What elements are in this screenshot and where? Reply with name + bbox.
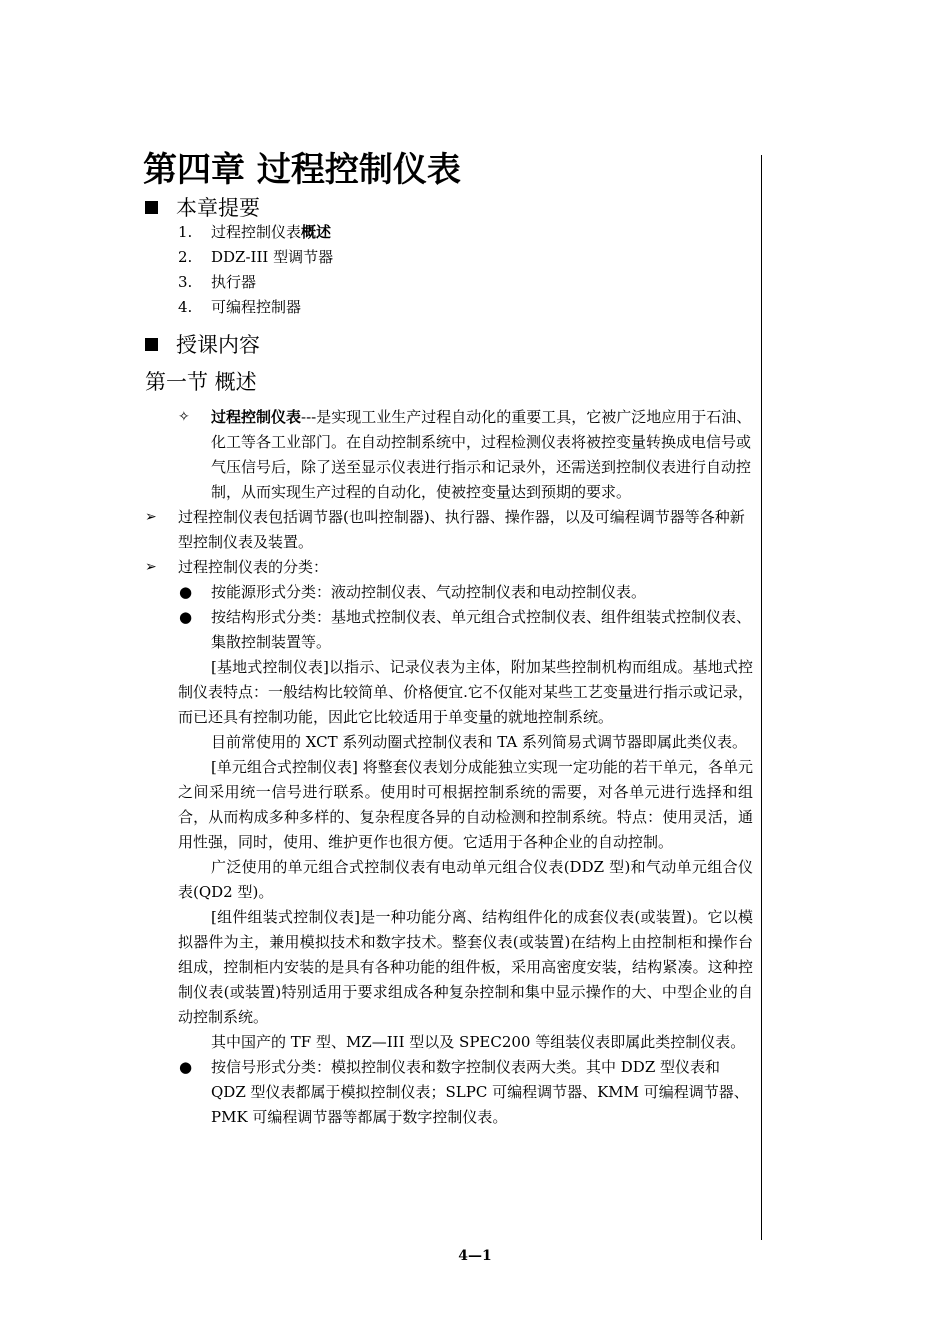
summary-item-text: 过程控制仪表 [211, 223, 302, 241]
arrow-item-text: 过程控制仪表的分类： [178, 558, 329, 576]
diamond-bullet-icon: ✧ [178, 409, 190, 425]
bullet-item [178, 580, 753, 605]
summary-item-bold: 概述 [301, 223, 332, 241]
paragraph: 广泛使用的单元组合式控制仪表有电动单元组合仪表(DDZ 型)和气动单元组合仪表(QD2 型)。 [178, 858, 753, 901]
summary-item-text: 可编程控制器 [211, 298, 302, 316]
bullet-item-text: 按结构形式分类：基地式控制仪表、单元组合式控制仪表、组件组装式控制仪表、集散控制装置等。 [211, 608, 752, 651]
bullet-item [178, 605, 753, 655]
arrow-bullet-icon: ➢ [145, 559, 157, 575]
bullet-item-text: 按能源形式分类：液动控制仪表、气动控制仪表和电动控制仪表。 [211, 583, 647, 601]
lecture-heading-row [145, 331, 260, 359]
section-body [145, 405, 753, 1130]
section-title: 第一节 概述 [145, 370, 257, 394]
square-bullet-icon [145, 338, 158, 351]
summary-item-text: 执行器 [211, 273, 257, 291]
paragraph: [基地式控制仪表]以指示、记录仪表为主体，附加某些控制机构而组成。基地式控制仪表特点：一般结构比较简单、价格便宜.它不仅能对某些工艺变量进行指示或记录，而已还具有控制功能，因此它比较适用于单变量的就地控制系统。 [178, 658, 753, 726]
dot-bullet-icon: ● [179, 608, 193, 626]
chapter-title: 第四章 过程控制仪表 [143, 150, 461, 190]
bullet-item-text: 按信号形式分类：模拟控制仪表和数字控制仪表两大类。其中 DDZ 型仪表和 QDZ 型仪表都属于模拟控制仪表；SLPC 可编程调节器、KMM 可编程调节器、PMK 可编程调节器等都属于数字控制仪表。 [211, 1058, 749, 1126]
arrow-item [145, 555, 753, 580]
paragraph: [组件组装式控制仪表]是一种功能分离、结构组件化的成套仪表(或装置)。它以模拟器件为主，兼用模拟技术和数字技术。整套仪表(或装置)在结构上由控制柜和操作台组成，控制柜内安装的是具有各种功能的组件板，采用高密度安装，结构紧凑。这种控制仪表(或装置)特别适用于要求组成各种复杂控制和集中显示操作的大、中型企业的自动控制系统。 [178, 908, 753, 1026]
arrow-item-text: 过程控制仪表包括调节器(也叫控制器)、执行器、操作器，以及可编程调节器等各种新型控制仪表及装置。 [178, 508, 745, 551]
summary-heading-row [145, 194, 260, 222]
arrow-bullet-icon: ➢ [145, 509, 157, 525]
summary-item-number: 4. [178, 298, 193, 316]
summary-item [178, 245, 333, 270]
paragraph: 目前常使用的 XCT 系列动圈式控制仪表和 TA 系列简易式调节器即属此类仪表。 [211, 733, 747, 751]
page-number-chapter: 4 [458, 1248, 468, 1264]
summary-item-number: 2. [178, 248, 193, 266]
page-number-page: —1 [468, 1248, 492, 1264]
margin-rule [761, 155, 762, 1240]
dot-bullet-icon: ● [179, 583, 193, 601]
summary-item [178, 295, 333, 320]
dot-bullet-icon: ● [179, 1058, 193, 1076]
summary-item [178, 270, 333, 295]
intro-term: 过程控制仪表 [211, 408, 302, 426]
paragraph: [单元组合式控制仪表] 将整套仪表划分成能独立实现一定功能的若干单元，各单元之间采用统一信号进行联系。使用时可根据控制系统的需要，对各单元进行选择和组合，从而构成多种多样的、复杂程度各异的自动检测和控制系统。特点：使用灵活，通用性强，同时，使用、维护更作也很方便。它适用于各种企业的自动控制。 [178, 758, 753, 851]
summary-list [178, 220, 333, 320]
summary-item [178, 220, 333, 245]
bullet-item [178, 1055, 753, 1130]
page-number [0, 1248, 950, 1264]
summary-item-number: 3. [178, 273, 193, 291]
arrow-item [145, 505, 753, 555]
intro-item [178, 405, 753, 505]
intro-text: ---是实现工业生产过程自动化的重要工具，它被广泛地应用于石油、化工等各工业部门。在自动控制系统中，过程检测仪表将被控变量转换成电信号或气压信号后，除了送至显示仪表进行指示和记录外，还需送到控制仪表进行自动控制，从而实现生产过程的自动化，使被控变量达到预期的要求。 [211, 408, 752, 501]
lecture-heading: 授课内容 [176, 333, 260, 357]
summary-item-number: 1. [178, 223, 193, 241]
summary-heading: 本章提要 [176, 196, 260, 220]
paragraph: 其中国产的 TF 型、MZ—III 型以及 SPEC200 等组装仪表即属此类控制仪表。 [211, 1033, 746, 1051]
square-bullet-icon [145, 201, 158, 214]
summary-item-text: DDZ-III 型调节器 [211, 248, 334, 266]
